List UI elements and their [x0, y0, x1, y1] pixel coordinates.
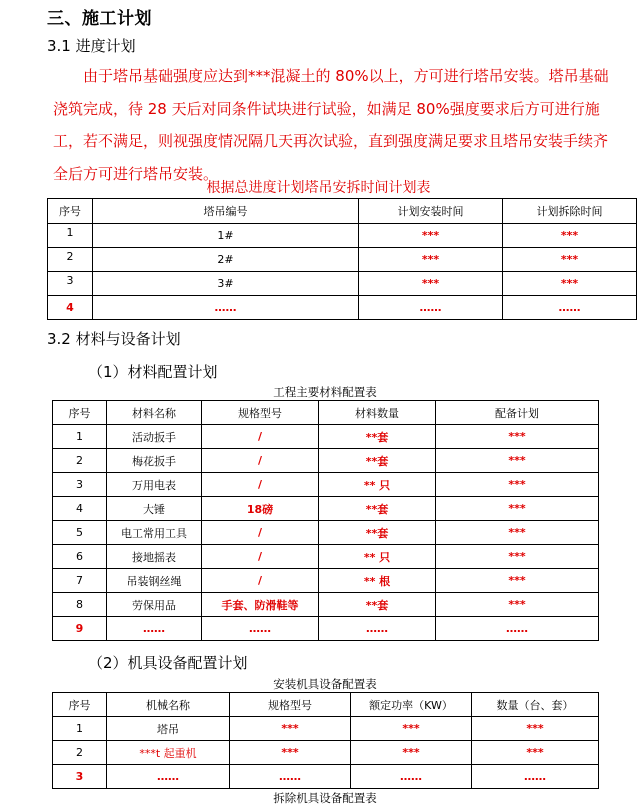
cell-spec: /	[202, 569, 319, 593]
table-row	[53, 521, 599, 545]
cell-spec: 手套、防滑鞋等	[202, 593, 319, 617]
col-header-quantity: 材料数量	[319, 401, 436, 425]
cell-quantity: **套	[319, 497, 436, 521]
cell-remove-time: ***	[503, 224, 637, 248]
cell-remove-time: ***	[503, 248, 637, 272]
cell-spec: ……	[230, 765, 351, 789]
cell-crane-id: 3#	[93, 272, 359, 296]
cell-index: 2	[53, 741, 107, 765]
cell-rated-power: ***	[351, 717, 472, 741]
table-row	[53, 545, 599, 569]
cell-install-time: ***	[359, 272, 503, 296]
cell-install-time: ***	[359, 224, 503, 248]
col-header-spec: 规格型号	[230, 693, 351, 717]
cell-plan: ……	[436, 617, 599, 641]
cell-index: 6	[53, 545, 107, 569]
col-header-spec: 规格型号	[202, 401, 319, 425]
cell-index: 5	[53, 521, 107, 545]
cell-material-name: 接地摇表	[107, 545, 202, 569]
cell-quantity: **套	[319, 593, 436, 617]
cell-quantity: ***	[472, 741, 599, 765]
cell-plan: ***	[436, 521, 599, 545]
col-header-install-time: 计划安装时间	[359, 199, 503, 224]
cell-quantity: **套	[319, 449, 436, 473]
cell-plan: ***	[436, 425, 599, 449]
table-row	[48, 224, 637, 248]
col-header-machine-name: 机械名称	[107, 693, 230, 717]
cell-crane-id: 2#	[93, 248, 359, 272]
cell-material-name: 活动扳手	[107, 425, 202, 449]
cell-quantity: **套	[319, 425, 436, 449]
tower-crane-schedule-table	[47, 198, 637, 320]
materials-config-title: （1）材料配置计划	[88, 363, 218, 381]
cell-rated-power: ……	[351, 765, 472, 789]
cell-material-name: 电工常用工具	[107, 521, 202, 545]
table-row	[53, 449, 599, 473]
progress-plan-title: 3.1 进度计划	[47, 37, 136, 55]
progress-plan-paragraph	[53, 60, 613, 190]
tower-crane-table-caption: 根据总进度计划塔吊安拆时间计划表	[206, 180, 431, 196]
table-row	[48, 248, 637, 272]
cell-plan: ***	[436, 569, 599, 593]
cell-index: 2	[53, 449, 107, 473]
col-header-rated-power: 额定功率（KW）	[351, 693, 472, 717]
col-header-plan: 配备计划	[436, 401, 599, 425]
section-heading: 三、施工计划	[47, 9, 152, 29]
install-equipment-table-caption: 安装机具设备配置表	[273, 677, 377, 691]
cell-install-time: ***	[359, 248, 503, 272]
cell-rated-power: ***	[351, 741, 472, 765]
cell-machine-name: 塔吊	[107, 717, 230, 741]
table-row	[53, 593, 599, 617]
progress-plan-text: 由于塔吊基础强度应达到***混凝土的 80%以上，方可进行塔吊安装。塔吊基础浇筑完成，待 28 天后对同条件试块进行试验，如满足 80%强度要求后方可进行施工，若不满足，则视强度情况隔几天再次试验，直到强度满足要求且塔吊安装手续齐全后方可进行塔吊安装。	[53, 67, 609, 183]
cell-plan: ***	[436, 545, 599, 569]
materials-table	[52, 400, 599, 641]
equipment-config-title: （2）机具设备配置计划	[88, 654, 248, 672]
cell-quantity: ** 只	[319, 545, 436, 569]
cell-crane-id: ……	[93, 296, 359, 320]
cell-plan: ***	[436, 593, 599, 617]
cell-index: 4	[48, 296, 93, 320]
table-row	[53, 473, 599, 497]
cell-spec: /	[202, 545, 319, 569]
cell-index: 3	[53, 473, 107, 497]
cell-plan: ***	[436, 497, 599, 521]
cell-quantity: ***	[472, 717, 599, 741]
table-row	[53, 569, 599, 593]
col-header-remove-time: 计划拆除时间	[503, 199, 637, 224]
cell-quantity: ** 只	[319, 473, 436, 497]
col-header-index: 序号	[53, 401, 107, 425]
cell-plan: ***	[436, 449, 599, 473]
cell-index: 3	[53, 765, 107, 789]
table-row	[53, 765, 599, 789]
cell-index: 1	[53, 717, 107, 741]
cell-plan: ***	[436, 473, 599, 497]
table-row	[53, 425, 599, 449]
cell-spec: ***	[230, 741, 351, 765]
removal-equipment-table-caption: 拆除机具设备配置表	[273, 791, 377, 805]
cell-material-name: 吊装钢丝绳	[107, 569, 202, 593]
cell-material-name: 劳保用品	[107, 593, 202, 617]
col-header-index: 序号	[53, 693, 107, 717]
table-row	[48, 272, 637, 296]
cell-index: 3	[48, 272, 93, 296]
cell-quantity: ** 根	[319, 569, 436, 593]
cell-index: 1	[48, 224, 93, 248]
cell-quantity: ……	[472, 765, 599, 789]
cell-index: 9	[53, 617, 107, 641]
cell-spec: /	[202, 425, 319, 449]
cell-machine-name: ***t 起重机	[107, 741, 230, 765]
cell-spec: ***	[230, 717, 351, 741]
cell-index: 8	[53, 593, 107, 617]
cell-machine-name: ……	[107, 765, 230, 789]
table-row	[53, 717, 599, 741]
table-row	[53, 497, 599, 521]
table-row	[48, 296, 637, 320]
col-header-material-name: 材料名称	[107, 401, 202, 425]
cell-material-name: ……	[107, 617, 202, 641]
cell-material-name: 大锤	[107, 497, 202, 521]
col-header-index: 序号	[48, 199, 93, 224]
cell-index: 7	[53, 569, 107, 593]
cell-index: 1	[53, 425, 107, 449]
materials-plan-title: 3.2 材料与设备计划	[47, 330, 181, 348]
cell-remove-time: ……	[503, 296, 637, 320]
install-equipment-table	[52, 692, 599, 789]
cell-spec: /	[202, 521, 319, 545]
cell-quantity: ……	[319, 617, 436, 641]
cell-install-time: ……	[359, 296, 503, 320]
table-row	[53, 741, 599, 765]
col-header-crane-id: 塔吊编号	[93, 199, 359, 224]
cell-remove-time: ***	[503, 272, 637, 296]
cell-spec: 18磅	[202, 497, 319, 521]
materials-table-caption: 工程主要材料配置表	[273, 385, 377, 399]
cell-crane-id: 1#	[93, 224, 359, 248]
cell-quantity: **套	[319, 521, 436, 545]
cell-material-name: 梅花扳手	[107, 449, 202, 473]
cell-index: 4	[53, 497, 107, 521]
cell-spec: /	[202, 473, 319, 497]
cell-material-name: 万用电表	[107, 473, 202, 497]
table-row	[53, 617, 599, 641]
cell-index: 2	[48, 248, 93, 272]
cell-spec: ……	[202, 617, 319, 641]
cell-spec: /	[202, 449, 319, 473]
col-header-quantity: 数量（台、套）	[472, 693, 599, 717]
